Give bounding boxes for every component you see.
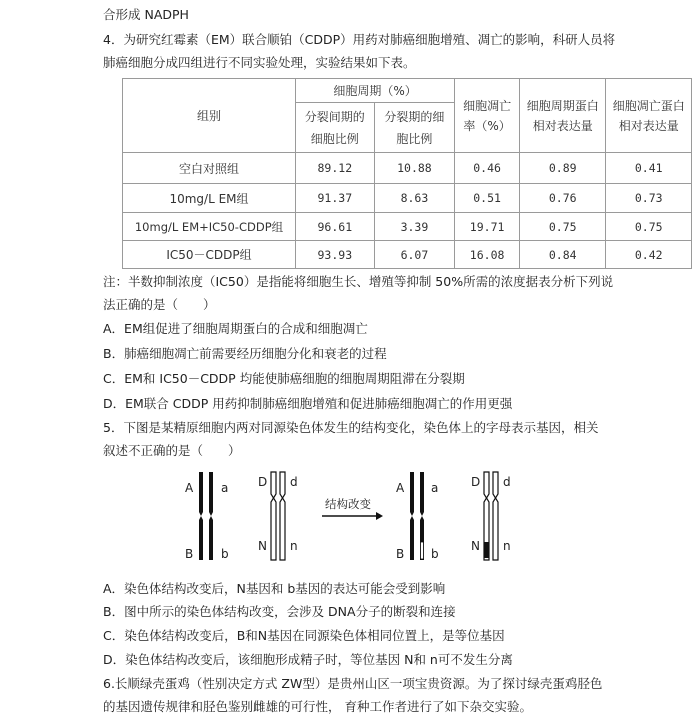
cell-apoptosis-protein: 0.75 — [606, 213, 692, 241]
chromosome-white-right-after — [493, 472, 498, 560]
chromosome-structure-figure — [180, 464, 520, 574]
cell-cycle-protein: 0.89 — [519, 153, 605, 184]
cell-apoptosis: 16.08 — [455, 241, 520, 269]
q5-stem-line-2: 叙述不正确的是（ ） — [103, 443, 241, 458]
q4-option-c: C．EM和 IC50－CDDP 均能使肺癌细胞的细胞周期阻滞在分裂期 — [103, 371, 465, 386]
table-row — [123, 184, 692, 213]
gene-label: A — [396, 481, 405, 495]
arrow-label: 结构改变 — [325, 497, 371, 511]
gene-label: b — [431, 547, 439, 561]
experiment-results-table — [122, 78, 692, 269]
cell-apoptosis-protein: 0.42 — [606, 241, 692, 269]
gene-label: d — [290, 475, 298, 489]
header-apoptosis-line-1: 细胞凋亡 — [463, 98, 512, 113]
cell-apoptosis-protein: 0.41 — [606, 153, 692, 184]
cell-group: IC50－CDDP组 — [123, 241, 296, 269]
header-interphase — [296, 103, 375, 153]
gene-label: A — [185, 481, 194, 495]
cell-apoptosis: 0.46 — [455, 153, 520, 184]
gene-label: n — [503, 539, 511, 553]
translocated-white-segment — [421, 542, 424, 559]
header-apoptosis-rate — [455, 79, 520, 153]
chromosome-black-left — [199, 472, 203, 560]
header-cell-cycle: 细胞周期（%） — [296, 79, 455, 103]
q6-stem-line-2: 的基因遗传规律和胫色鉴别雌雄的可行性， 育种工作者进行了如下杂交实验。 — [103, 699, 532, 714]
translocated-black-segment — [484, 542, 489, 558]
gene-label: b — [221, 547, 229, 561]
header-apoptosis-protein-line-1: 细胞凋亡蛋白 — [612, 98, 685, 113]
q6-stem-line-1: 6.长顺绿壳蛋鸡（性别决定方式 ZW型）是贵州山区一项宝贵资源。为了探讨绿壳蛋鸡胫色 — [103, 676, 603, 691]
chromosome-black-right — [209, 472, 213, 560]
header-apoptosis-line-2: 率（%） — [463, 118, 511, 133]
q4-note-line-1: 注：半数抑制浓度（IC50）是指能将细胞生长、增殖等抑制 50%所需的浓度据表分析下列说 — [103, 274, 614, 289]
cell-interphase: 93.93 — [296, 241, 375, 269]
gene-label: n — [290, 539, 298, 553]
table-row — [123, 241, 692, 269]
cell-group: 10mg/L EM组 — [123, 184, 296, 213]
q5-stem-line-1: 5．下图是某精原细胞内两对同源染色体发生的结构变化，染色体上的字母表示基因，相关 — [103, 420, 599, 435]
header-cycle-protein-line-2: 相对表达量 — [532, 118, 593, 133]
chromosome-white-right — [280, 472, 285, 560]
cell-mitosis: 6.07 — [374, 241, 455, 269]
q5-option-c: C．染色体结构改变后，B和N基因在同源染色体相同位置上，是等位基因 — [103, 628, 505, 643]
gene-label: B — [185, 547, 194, 561]
gene-label: D — [258, 475, 268, 489]
cell-group: 10mg/L EM+IC50-CDDP组 — [123, 213, 296, 241]
cell-mitosis: 8.63 — [374, 184, 455, 213]
q5-option-d: D．染色体结构改变后，该细胞形成精子时，等位基因 N和 n可不发生分离 — [103, 652, 513, 667]
header-mitosis-line-1: 分裂期的细 — [384, 109, 445, 124]
cell-cycle-protein: 0.75 — [519, 213, 605, 241]
cell-cycle-protein: 0.76 — [519, 184, 605, 213]
header-apoptosis-protein-line-2: 相对表达量 — [618, 118, 679, 133]
cell-group: 空白对照组 — [123, 153, 296, 184]
header-mitosis — [374, 103, 455, 153]
q4-option-b: B．肺癌细胞凋亡前需要经历细胞分化和衰老的过程 — [103, 346, 387, 361]
cell-apoptosis-protein: 0.73 — [606, 184, 692, 213]
arrow-head — [376, 512, 383, 520]
header-apoptosis-protein — [606, 79, 692, 153]
gene-label: D — [471, 475, 481, 489]
q4-stem-line-2: 肺癌细胞分成四组进行不同实验处理，实验结果如下表。 — [103, 55, 416, 70]
gene-label: a — [221, 481, 229, 495]
header-mitosis-line-2: 胞比例 — [396, 131, 433, 146]
prev-question-tail: 合形成 NADPH — [103, 7, 189, 22]
q5-option-a: A．染色体结构改变后，N基因和 b基因的表达可能会受到影响 — [103, 581, 446, 596]
cell-cycle-protein: 0.84 — [519, 241, 605, 269]
q4-stem-line-1: 4．为研究红霉素（EM）联合顺铂（CDDP）用药对肺癌细胞增殖、凋亡的影响，科研人员将 — [103, 32, 616, 47]
cell-apoptosis: 0.51 — [455, 184, 520, 213]
q4-note-line-2: 法正确的是（ ） — [103, 297, 216, 312]
cell-interphase: 96.61 — [296, 213, 375, 241]
gene-label: N — [471, 539, 480, 553]
table-row — [123, 213, 692, 241]
cell-interphase: 91.37 — [296, 184, 375, 213]
cell-mitosis: 10.88 — [374, 153, 455, 184]
chromosome-black-left-after — [410, 472, 414, 560]
cell-interphase: 89.12 — [296, 153, 375, 184]
chromosome-white-left — [271, 472, 276, 560]
q4-option-d: D．EM联合 CDDP 用药抑制肺癌细胞增殖和促进肺癌细胞凋亡的作用更强 — [103, 396, 513, 411]
gene-label: N — [258, 539, 267, 553]
gene-label: B — [396, 547, 405, 561]
cell-mitosis: 3.39 — [374, 213, 455, 241]
header-interphase-line-2: 细胞比例 — [310, 131, 359, 146]
gene-label: a — [431, 481, 439, 495]
cell-apoptosis: 19.71 — [455, 213, 520, 241]
q4-option-a: A．EM组促进了细胞周期蛋白的合成和细胞凋亡 — [103, 321, 368, 336]
header-cycle-protein — [519, 79, 605, 153]
header-interphase-line-1: 分裂间期的 — [304, 109, 365, 124]
gene-label: d — [503, 475, 511, 489]
q5-option-b: B．图中所示的染色体结构改变，会涉及 DNA分子的断裂和连接 — [103, 604, 456, 619]
header-group: 组别 — [123, 79, 296, 153]
table-row — [123, 153, 692, 184]
table-header-row — [123, 79, 692, 103]
header-cycle-protein-line-1: 细胞周期蛋白 — [526, 98, 599, 113]
